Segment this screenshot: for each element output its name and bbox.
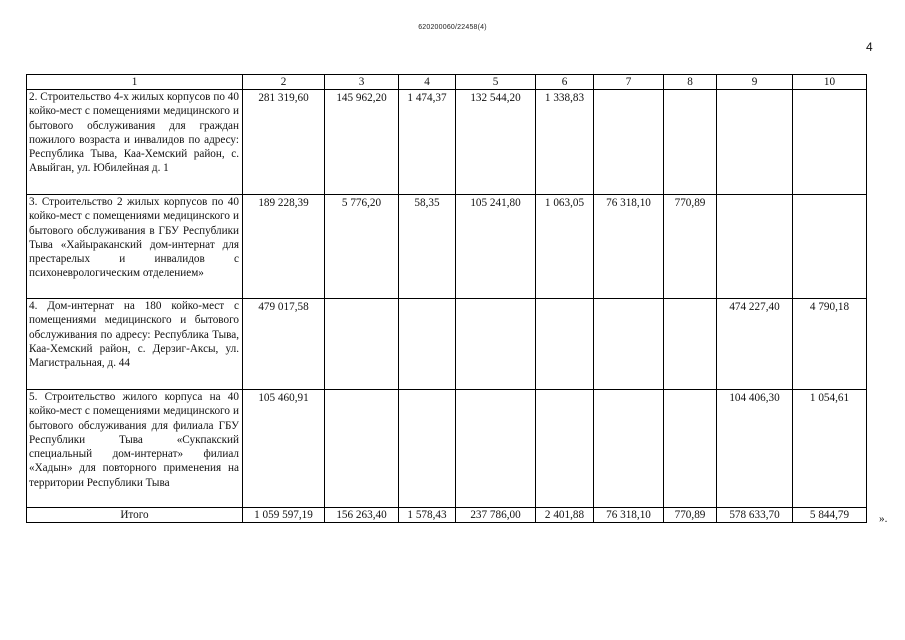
- table-cell: [594, 90, 664, 195]
- table-cell: 479 017,58: [243, 299, 325, 390]
- column-header: 5: [456, 75, 536, 90]
- table-cell: [325, 299, 399, 390]
- table-cell: [325, 390, 399, 508]
- total-label: Итого: [27, 508, 243, 523]
- closing-quote-mark: ».: [879, 513, 888, 525]
- total-cell: 76 318,10: [594, 508, 664, 523]
- row-description: 4. Дом-интернат на 180 койко-мест с помещениями медицинского и бытового обслуживания по адресу: Республика Тыва, Каа-Хемский район, с. Дерзиг-Аксы, ул. Магистральная, д. 44: [27, 299, 243, 390]
- total-cell: 770,89: [664, 508, 717, 523]
- table-cell: 76 318,10: [594, 195, 664, 299]
- table-cell: 189 228,39: [243, 195, 325, 299]
- table-cell: [664, 90, 717, 195]
- table-cell: [456, 390, 536, 508]
- page-number: 4: [866, 40, 873, 54]
- table-row: [27, 299, 867, 390]
- table-cell: 132 544,20: [456, 90, 536, 195]
- table-cell: [594, 299, 664, 390]
- table-cell: 1 474,37: [399, 90, 456, 195]
- table-cell: [594, 390, 664, 508]
- total-cell: 156 263,40: [325, 508, 399, 523]
- table-cell: 1 054,61: [793, 390, 867, 508]
- table-cell: [536, 390, 594, 508]
- total-cell: 1 059 597,19: [243, 508, 325, 523]
- column-header: 2: [243, 75, 325, 90]
- table-cell: [793, 90, 867, 195]
- table-cell: 1 063,05: [536, 195, 594, 299]
- total-cell: 237 786,00: [456, 508, 536, 523]
- row-description: 2. Строительство 4-х жилых корпусов по 40 койко-мест с помещениями медицинского и бытового обслуживания для граждан пожилого возраста и инвалидов по адресу: Республика Тыва, Каа-Хемский район, с. Авыйган, ул. Юбилейная д. 1: [27, 90, 243, 195]
- table-row: [27, 90, 867, 195]
- total-cell: 578 633,70: [717, 508, 793, 523]
- table-cell: [717, 90, 793, 195]
- table-cell: 5 776,20: [325, 195, 399, 299]
- total-cell: 1 578,43: [399, 508, 456, 523]
- table-cell: [717, 195, 793, 299]
- row-description: 5. Строительство жилого корпуса на 40 койко-мест с помещениями медицинского и бытового обслуживания для филиала ГБУ Республики Тыва «Сукпакский специальный дом-интернат» филиал «Хадын» для повторного применения на территории Республики Тыва: [27, 390, 243, 508]
- total-cell: 5 844,79: [793, 508, 867, 523]
- column-header: 1: [27, 75, 243, 90]
- document-id: 620200060/22458(4): [418, 24, 487, 31]
- column-header: 9: [717, 75, 793, 90]
- column-header: 10: [793, 75, 867, 90]
- column-header: 7: [594, 75, 664, 90]
- table-cell: 105 460,91: [243, 390, 325, 508]
- column-header: 4: [399, 75, 456, 90]
- table-cell: [664, 390, 717, 508]
- total-cell: 2 401,88: [536, 508, 594, 523]
- table-cell: [664, 299, 717, 390]
- table-header-row: [27, 75, 867, 90]
- total-row: [27, 508, 867, 523]
- table-cell: 281 319,60: [243, 90, 325, 195]
- table-row: [27, 195, 867, 299]
- table-cell: [399, 390, 456, 508]
- table-cell: [456, 299, 536, 390]
- table-cell: [793, 195, 867, 299]
- table-cell: 58,35: [399, 195, 456, 299]
- table-row: [27, 390, 867, 508]
- table-cell: 1 338,83: [536, 90, 594, 195]
- table-cell: 105 241,80: [456, 195, 536, 299]
- table-cell: [536, 299, 594, 390]
- table-cell: 474 227,40: [717, 299, 793, 390]
- column-header: 8: [664, 75, 717, 90]
- row-description: 3. Строительство 2 жилых корпусов по 40 койко-мест с помещениями медицинского и бытового обслуживания в ГБУ Республики Тыва «Хайыраканский дом-интернат для престарелых и инвалидов с психоневрологическим отделением»: [27, 195, 243, 299]
- table-cell: [399, 299, 456, 390]
- table-cell: 4 790,18: [793, 299, 867, 390]
- column-header: 6: [536, 75, 594, 90]
- table-cell: 104 406,30: [717, 390, 793, 508]
- table-cell: 770,89: [664, 195, 717, 299]
- table-cell: 145 962,20: [325, 90, 399, 195]
- data-table: [26, 74, 867, 523]
- column-header: 3: [325, 75, 399, 90]
